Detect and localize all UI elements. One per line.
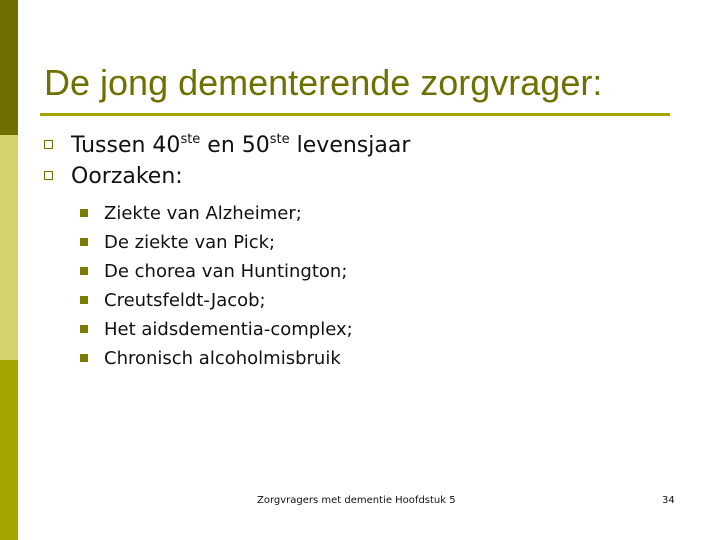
square-bullet-icon xyxy=(80,267,88,275)
causes-heading: Oorzaken: xyxy=(71,164,183,189)
footer-text: Zorgvragers met dementie Hoofdstuk 5 xyxy=(257,495,456,506)
main-bullet-list-2 xyxy=(44,162,183,192)
list-item xyxy=(80,228,353,257)
cause-text: Chronisch alcoholmisbruik xyxy=(104,348,341,369)
age-superscript-1: ste xyxy=(180,132,201,147)
square-bullet-icon xyxy=(80,296,88,304)
sidebar-band-light xyxy=(0,135,18,360)
page-number: 34 xyxy=(662,495,675,506)
list-item xyxy=(80,344,353,373)
slide-title: De jong dementerende zorgvrager: xyxy=(44,62,603,103)
square-bullet-icon xyxy=(80,209,88,217)
title-underline xyxy=(40,113,670,116)
hollow-square-bullet-icon xyxy=(44,140,53,149)
square-bullet-icon xyxy=(80,354,88,362)
list-item xyxy=(80,315,353,344)
bullet-causes xyxy=(44,162,183,192)
cause-text: De ziekte van Pick; xyxy=(104,232,276,253)
square-bullet-icon xyxy=(80,238,88,246)
list-item xyxy=(80,257,353,286)
sidebar-band-mid xyxy=(0,360,18,540)
cause-text: Ziekte van Alzheimer; xyxy=(104,203,302,224)
list-item xyxy=(80,286,353,315)
main-bullet-list xyxy=(44,131,410,161)
sidebar-decoration xyxy=(0,0,18,540)
hollow-square-bullet-icon xyxy=(44,171,53,180)
age-text-pre: Tussen 40 xyxy=(71,133,181,158)
cause-text: De chorea van Huntington; xyxy=(104,261,348,282)
sidebar-band-dark xyxy=(0,0,18,135)
causes-list xyxy=(80,199,353,373)
bullet-age-range xyxy=(44,131,410,161)
age-text-mid: en 50 xyxy=(200,133,270,158)
age-text-post: levensjaar xyxy=(289,133,411,158)
list-item xyxy=(80,199,353,228)
age-superscript-2: ste xyxy=(269,132,290,147)
square-bullet-icon xyxy=(80,325,88,333)
cause-text: Het aidsdementia-complex; xyxy=(104,319,353,340)
cause-text: Creutsfeldt-Jacob; xyxy=(104,290,266,311)
